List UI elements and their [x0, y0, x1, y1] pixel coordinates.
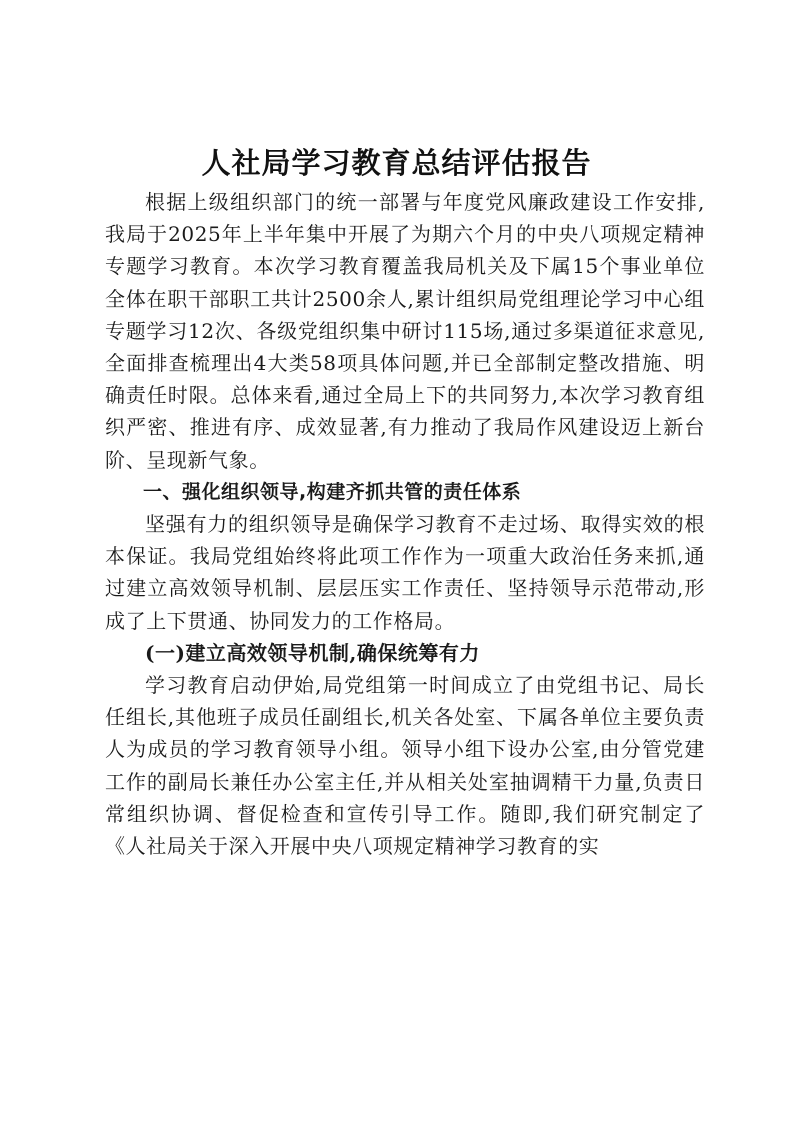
subsection-heading-1: (一)建立高效领导机制,确保统筹有力	[145, 640, 480, 665]
subsection-1-paragraph: 学习教育启动伊始,局党组第一时间成立了由党组书记、局长任组长,其他班子成员任副组长,机关各处室、下属各单位主要负责人为成员的学习教育领导小组。领导小组下设办公室,由分管党建工作的副局长兼任办公室主任,并从相关处室抽调精干力量,负责日常组织协调、督促检查和宣传引导工作。随即,我们研究制定了《人社局关于深入开展中央八项规定精神学习教育的实	[105, 673, 705, 859]
section-1-paragraph: 坚强有力的组织领导是确保学习教育不走过场、取得实效的根本保证。我局党组始终将此项工作作为一项重大政治任务来抓,通过建立高效领导机制、层层压实工作责任、坚持领导示范带动,形成了上下贯通、协同发力的工作格局。	[105, 512, 705, 633]
intro-paragraph: 根据上级组织部门的统一部署与年度党风廉政建设工作安排,我局于2025年上半年集中开展了为期六个月的中央八项规定精神专题学习教育。本次学习教育覆盖我局机关及下属15个事业单位全体在职干部职工共计2500余人,累计组织局党组理论学习中心组专题学习12次、各级党组织集中研讨115场,通过多渠道征求意见,全面排查梳理出4大类58项具体问题,并已全部制定整改措施、明确责任时限。总体来看,通过全局上下的共同努力,本次学习教育组织严密、推进有序、成效显著,有力推动了我局作风建设迈上新台阶、呈现新气象。	[105, 190, 705, 472]
document-body	[105, 186, 705, 862]
section-heading-1: 一、强化组织领导,构建齐抓共管的责任体系	[143, 480, 522, 503]
document-title: 人社局学习教育总结评估报告	[201, 146, 592, 180]
